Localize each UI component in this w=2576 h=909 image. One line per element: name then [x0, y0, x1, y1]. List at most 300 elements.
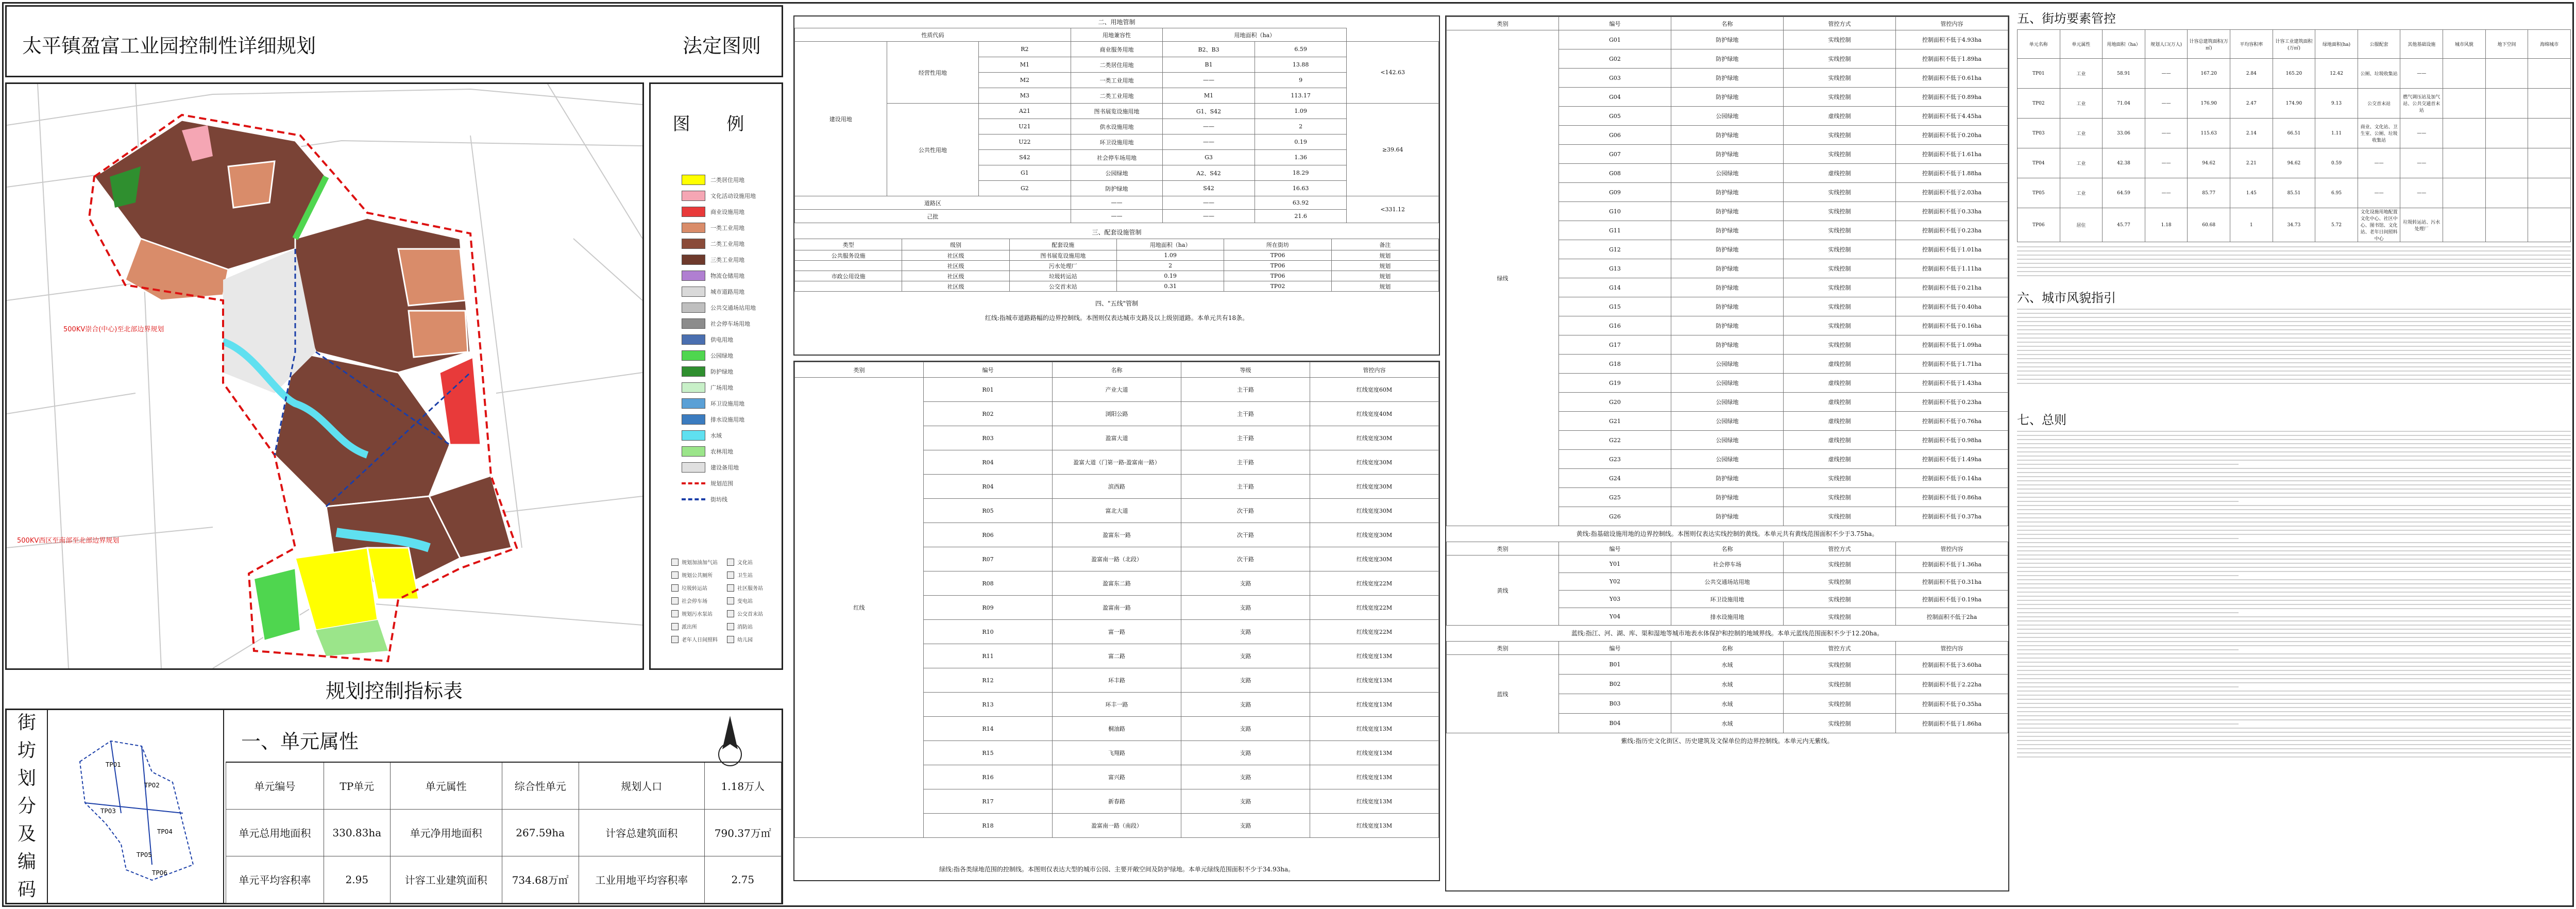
legend-symbol-item [727, 558, 779, 566]
table-cell: 防护绿地 [1671, 202, 1784, 221]
table-cell: 9.13 [2315, 89, 2358, 119]
table-cell: R10 [924, 620, 1053, 644]
legend-item [682, 427, 779, 443]
table-cell: 海绵城市 [2528, 30, 2571, 59]
table-cell: 防护绿地 [1671, 145, 1784, 164]
table-cell: —— [1163, 119, 1255, 134]
table-cell: A21 [979, 104, 1071, 119]
table-cell: 66.51 [2273, 119, 2315, 148]
table-cell: 1.45 [2230, 178, 2273, 208]
facilities-row [795, 261, 1439, 271]
legend-item [682, 411, 779, 427]
table-cell: 公交首末站 [2358, 89, 2400, 119]
legend-swatch [682, 430, 705, 441]
table-cell: A2、S42 [1163, 165, 1255, 181]
table-cell: 城市风貌 [2443, 30, 2486, 59]
table-cell [2485, 178, 2528, 208]
table-cell: 控制面积不低于1.09ha [1896, 335, 2008, 355]
legend-label: 二类工业用地 [710, 240, 744, 247]
legend-swatch [682, 498, 705, 500]
table-cell: G1 [979, 165, 1071, 181]
table-cell: 176.90 [2188, 89, 2230, 119]
table-cell: 0.31 [1116, 281, 1224, 292]
table-cell: 防护绿地 [1671, 469, 1784, 488]
table-cell: 0.59 [2315, 148, 2358, 178]
table-cell: R09 [924, 596, 1053, 620]
table-cell: 控制面积不低于3.60ha [1896, 655, 2008, 675]
side-label-char: 码 [17, 879, 36, 900]
table-cell: 单元属性 [390, 762, 502, 809]
table-cell [2528, 59, 2571, 89]
table-cell: 公交首末站 [1009, 281, 1116, 292]
table-cell: 红线宽度13M [1310, 741, 1439, 765]
table-cell: G06 [1559, 126, 1671, 145]
table-cell: 主干路 [1181, 450, 1310, 475]
legend-panel [649, 82, 783, 670]
table-cell: 公服配套 [2358, 30, 2400, 59]
table-cell: 所在街坊 [1224, 239, 1331, 250]
table-cell: 控制面积不低于0.19ha [1896, 591, 2008, 608]
table-cell: 13.88 [1255, 57, 1347, 73]
index-table-title: 规划控制指标表 [325, 680, 463, 702]
table-cell: —— [1071, 210, 1163, 223]
table-cell: TP02 [2018, 89, 2060, 119]
legend-symbol-label: 变电站 [737, 599, 753, 604]
table-cell: —— [1163, 73, 1255, 88]
table-cell: 单元净用地面积 [390, 809, 502, 856]
line-table-header [1447, 642, 2008, 655]
unit-attribute-table [226, 710, 782, 903]
line-table-row [1447, 655, 2008, 675]
table-cell: 红线宽度40M [1310, 402, 1439, 426]
legend-symbol-label: 规划加油加气站 [682, 560, 718, 566]
green-yellow-blue-panel [1445, 15, 2009, 891]
table-cell: 盈富南一路（北段） [1053, 547, 1181, 571]
table-cell: 6.59 [1255, 42, 1347, 57]
table-cell [2443, 148, 2486, 178]
red-line-row [795, 378, 1439, 402]
legend-label: 城市道路用地 [710, 288, 744, 295]
table-cell: 红线宽度22M [1310, 596, 1439, 620]
facility-symbol-icon [671, 610, 679, 617]
legend-label: 广场用地 [710, 384, 733, 391]
table-cell: 规划人口(万人) [2145, 30, 2188, 59]
table-cell: 1.18万人 [704, 762, 781, 809]
yellow-line-intro: 黄线:指基础设施用地的边界控制线。本图则仅表达实线控制的黄线。本单元共有黄线范围面积不少于3.75ha。 [1576, 530, 1878, 537]
table-cell: 规划 [1331, 261, 1438, 271]
table-cell: 控制面积不低于2ha [1896, 608, 2008, 626]
table-cell: —— [2400, 119, 2443, 148]
title-bar [5, 5, 783, 77]
red-line-header [795, 362, 1439, 378]
facility-symbol-icon [727, 597, 734, 604]
table-cell: 控制面积不低于0.86ha [1896, 488, 2008, 507]
table-cell: 支路 [1181, 620, 1310, 644]
land-use-map[interactable] [5, 82, 644, 670]
legend-item [682, 172, 779, 188]
table-cell: 63.92 [1255, 196, 1347, 210]
table-cell: 控制面积不低于1.36ha [1896, 556, 2008, 573]
text-column [2017, 5, 2571, 904]
table-cell: G16 [1559, 316, 1671, 335]
table-cell: —— [1163, 210, 1255, 223]
table-cell [2443, 178, 2486, 208]
table-cell: TP02 [1224, 281, 1331, 292]
table-cell: 115.63 [2188, 119, 2230, 148]
table-cell: 社区级 [902, 281, 1009, 292]
legend-swatch [682, 318, 705, 329]
table-cell: 红线宽度30M [1310, 523, 1439, 547]
land-use-title: 二、用地管制 [1098, 19, 1136, 26]
plan-stamp: 法定图则 [682, 35, 761, 57]
block-mini-map-svg [49, 710, 223, 902]
table-cell: 类别 [1447, 642, 1559, 655]
table-cell: S42 [979, 150, 1071, 165]
table-cell: 0.19 [1255, 134, 1347, 150]
table-cell: 红线宽度30M [1310, 450, 1439, 475]
table-cell: 0.19 [1116, 271, 1224, 281]
table-cell: 虚线控制 [1784, 393, 1896, 412]
table-cell: 实线控制 [1784, 49, 1896, 69]
table-cell: 实线控制 [1784, 608, 1896, 626]
general-heading: 七、总则 [2017, 413, 2066, 427]
table-cell [2443, 89, 2486, 119]
table-cell: 实线控制 [1784, 556, 1896, 573]
table-cell: 类别 [1447, 17, 1559, 30]
land-sub-label: 经营性用地 [887, 42, 979, 104]
legend-symbol-item [671, 571, 724, 579]
table-cell [2528, 119, 2571, 148]
table-cell: G17 [1559, 335, 1671, 355]
table-cell: 富二路 [1053, 644, 1181, 668]
blocks-heading: 五、街坊要素管控 [2017, 11, 2116, 26]
table-cell: 盈富东二路 [1053, 571, 1181, 596]
table-cell: 主干路 [1181, 475, 1310, 499]
table-cell: 浏阳公路 [1053, 402, 1181, 426]
table-cell: 330.83ha [324, 809, 390, 856]
block-row [2018, 178, 2571, 208]
table-cell: 飞翔路 [1053, 741, 1181, 765]
table-cell: 控制面积不低于0.23ha [1896, 221, 2008, 240]
table-cell: 支路 [1181, 693, 1310, 717]
table-cell: 防护绿地 [1671, 69, 1784, 88]
table-cell: —— [2400, 59, 2443, 89]
table-cell: 2.21 [2230, 148, 2273, 178]
table-cell: 供水设施用地 [1071, 119, 1163, 134]
table-cell: 控制面积不低于0.98ha [1896, 431, 2008, 450]
table-cell: 实线控制 [1784, 145, 1896, 164]
table-cell: 控制面积不低于0.76ha [1896, 412, 2008, 431]
legend-symbol-label: 规划污水泵站 [682, 612, 713, 617]
table-cell: 实线控制 [1784, 259, 1896, 278]
block-division-label [7, 710, 48, 903]
legend-label: 农林用地 [710, 448, 733, 455]
facilities-row [795, 271, 1439, 281]
table-cell: 防护绿地 [1671, 297, 1784, 316]
table-cell: G11 [1559, 221, 1671, 240]
table-cell: 6.95 [2315, 178, 2358, 208]
table-cell: 2.47 [2230, 89, 2273, 119]
legend-swatch [682, 175, 705, 185]
table-cell: 红线宽度22M [1310, 571, 1439, 596]
table-cell: 管控方式 [1784, 642, 1896, 655]
facility-symbol-icon [727, 636, 734, 643]
table-cell: R07 [924, 547, 1053, 571]
facility-symbol-icon [671, 584, 679, 592]
table-cell: R01 [924, 378, 1053, 402]
table-cell: 16.63 [1255, 181, 1347, 196]
table-cell: G24 [1559, 469, 1671, 488]
table-cell: 二类居住用地 [1071, 57, 1163, 73]
five-lines-title: 四、"五线"管制 [1095, 300, 1139, 307]
facility-symbol-icon [727, 559, 734, 566]
table-cell: 社会停车场用地 [1071, 150, 1163, 165]
table-cell: 用地兼容性 [1071, 28, 1163, 42]
table-cell: 编号 [1559, 642, 1671, 655]
table-cell: 计容总建筑面积(万㎡) [2188, 30, 2230, 59]
legend-label: 规划范围 [710, 480, 733, 487]
facility-symbol-icon [727, 571, 734, 579]
table-cell: 实线控制 [1784, 30, 1896, 49]
table-cell: Y04 [1559, 608, 1671, 626]
table-cell: 备注 [1331, 239, 1438, 250]
table-cell: 社会停车场 [1671, 556, 1784, 573]
table-cell: 实线控制 [1784, 240, 1896, 259]
legend-item [682, 283, 779, 299]
table-cell: G19 [1559, 374, 1671, 393]
table-cell: TP06 [1224, 261, 1331, 271]
table-cell: 实线控制 [1784, 469, 1896, 488]
table-cell: 控制面积不低于0.89ha [1896, 88, 2008, 107]
table-cell: 防护绿地 [1671, 335, 1784, 355]
facilities-row [795, 281, 1439, 292]
table-cell: R02 [924, 402, 1053, 426]
blue-line-intro: 蓝线:指江、河、湖、库、渠和湿地等城市地表水体保护和控制的地域界线。本单元蓝线范围面积不少于12.20ha。 [1571, 630, 1884, 637]
side-label-char: 分 [17, 796, 36, 817]
table-cell: 公园绿地 [1671, 393, 1784, 412]
table-cell: 规划人口 [579, 762, 704, 809]
table-cell: Y03 [1559, 591, 1671, 608]
table-cell: 其他基础设施 [2400, 30, 2443, 59]
line-category: 蓝线 [1447, 655, 1559, 733]
table-cell: 控制面积不低于0.31ha [1896, 573, 2008, 591]
facilities-title: 三、配套设施管制 [1092, 229, 1142, 236]
table-cell: 控制面积不低于1.43ha [1896, 374, 2008, 393]
table-cell: 规划 [1331, 271, 1438, 281]
table-cell: —— [2145, 119, 2188, 148]
table-cell: 1.09 [1116, 250, 1224, 261]
table-cell: 绿地面积(ha) [2315, 30, 2358, 59]
table-cell: 控制面积不低于0.20ha [1896, 126, 2008, 145]
table-cell: 2.95 [324, 856, 390, 903]
table-cell [2485, 89, 2528, 119]
table-cell: ≥39.64 [1347, 104, 1439, 196]
table-cell: 2 [1255, 119, 1347, 134]
legend-symbol-item [727, 622, 779, 630]
table-cell: 二类工业用地 [1071, 88, 1163, 104]
table-cell: 富兴路 [1053, 765, 1181, 789]
legend-item [682, 267, 779, 283]
table-cell: 实线控制 [1784, 335, 1896, 355]
table-cell: 工业 [2060, 59, 2103, 89]
table-cell: 2.84 [2230, 59, 2273, 89]
table-cell: 红线宽度30M [1310, 499, 1439, 523]
land-sub-label: 公共性用地 [887, 104, 979, 196]
legend-swatch [682, 271, 705, 281]
table-cell: 虚线控制 [1784, 107, 1896, 126]
table-cell: 社区级 [902, 271, 1009, 281]
table-cell: 环丰路 [1053, 668, 1181, 693]
table-cell: R06 [924, 523, 1053, 547]
table-cell: 实线控制 [1784, 88, 1896, 107]
table-cell: <142.63 [1347, 42, 1439, 104]
blue-line-table [1446, 641, 2008, 733]
table-cell: 控制面积不低于4.93ha [1896, 30, 2008, 49]
land-use-map-svg [7, 84, 642, 668]
table-cell: —— [2145, 148, 2188, 178]
table-cell: 控制面积不低于1.49ha [1896, 450, 2008, 469]
legend-swatch [682, 382, 705, 393]
legend-swatch [682, 366, 705, 377]
table-cell: 环卫设施用地 [1671, 591, 1784, 608]
line-table-row [1447, 30, 2008, 49]
table-cell: TP06 [1224, 250, 1331, 261]
table-cell: 工业 [2060, 119, 2103, 148]
legend-symbol-item [727, 635, 779, 643]
land-use-row [795, 210, 1439, 223]
legend-icon-list [671, 558, 779, 643]
legend-label: 环卫设施用地 [710, 400, 744, 407]
legend-label: 防护绿地 [710, 368, 733, 375]
facility-symbol-icon [671, 636, 679, 643]
table-cell: Y01 [1559, 556, 1671, 573]
table-cell: 94.62 [2188, 148, 2230, 178]
table-cell [2443, 119, 2486, 148]
table-cell: 滨西路 [1053, 475, 1181, 499]
table-cell: 支路 [1181, 644, 1310, 668]
table-cell: 产业大道 [1053, 378, 1181, 402]
legend-swatch [682, 350, 705, 361]
map-label-power-line-north: 500KV崇合(中心)至北部边界规划 [63, 326, 164, 333]
table-cell: 管控内容 [1896, 542, 2008, 556]
table-cell: 污水处理厂 [1009, 261, 1116, 271]
block-header [2018, 30, 2571, 59]
table-cell: 单元总用地面积 [226, 809, 324, 856]
table-cell: 工业 [2060, 178, 2103, 208]
table-cell: 58.91 [2103, 59, 2145, 89]
table-cell: B2、B3 [1163, 42, 1255, 57]
table-cell: 工业 [2060, 89, 2103, 119]
table-cell: M1 [979, 57, 1071, 73]
unit-attribute-grid [226, 762, 782, 903]
table-cell: 管控方式 [1784, 17, 1896, 30]
table-cell: 实线控制 [1784, 297, 1896, 316]
legend-item [682, 299, 779, 315]
table-cell: 公厕、垃圾收集站 [2358, 59, 2400, 89]
table-cell: 防护绿地 [1671, 183, 1784, 202]
legend-symbol-item [671, 610, 724, 617]
table-cell: 燃气调压站及加气站、公共交通首末站 [2400, 89, 2443, 119]
red-line-intro: 红线:指城市道路路幅的边界控制线。本图则仅表达城市支路及以上级别道路。本单元共有18条。 [985, 314, 1249, 322]
legend-symbol-label: 规划公共厕所 [682, 573, 713, 579]
table-cell: 红线宽度13M [1310, 789, 1439, 814]
table-cell: 控制面积不低于0.33ha [1896, 202, 2008, 221]
table-cell [2443, 208, 2486, 242]
legend-symbol-item [727, 597, 779, 604]
legend-label: 三类工业用地 [710, 256, 744, 263]
block-row [2018, 148, 2571, 178]
table-cell: 33.06 [2103, 119, 2145, 148]
table-cell: 实线控制 [1784, 675, 1896, 694]
table-cell: 盈富东一路 [1053, 523, 1181, 547]
table-cell: R18 [924, 814, 1053, 838]
table-cell: 垃圾转运站、污水处理厂 [2400, 208, 2443, 242]
map-label-power-line-south: 500KV西区至南部至北部边界规划 [17, 537, 120, 545]
guidance-text [2017, 309, 2571, 407]
table-cell: 级别 [902, 239, 1009, 250]
table-cell: TP06 [2018, 208, 2060, 242]
table-cell: 支路 [1181, 596, 1310, 620]
table-cell: 平均容积率 [2230, 30, 2273, 59]
table-cell: G02 [1559, 49, 1671, 69]
table-cell: 管控内容 [1310, 362, 1439, 378]
table-cell: 新春路 [1053, 789, 1181, 814]
legend-swatch [682, 239, 705, 249]
table-cell: 1.18 [2145, 208, 2188, 242]
table-cell: 实线控制 [1784, 655, 1896, 675]
table-cell: 社区级 [902, 261, 1009, 271]
table-cell: 综合性单元 [502, 762, 579, 809]
table-cell: 支路 [1181, 741, 1310, 765]
table-cell: R04 [924, 475, 1053, 499]
table-cell: 控制面积不低于1.11ha [1896, 259, 2008, 278]
block-row [2018, 59, 2571, 89]
table-cell: 盈富大道 [1053, 426, 1181, 450]
block-row [2018, 89, 2571, 119]
table-cell: 21.6 [1255, 210, 1347, 223]
red-line-category: 红线 [795, 378, 924, 838]
table-cell: G12 [1559, 240, 1671, 259]
legend-symbol-item [727, 584, 779, 592]
legend-swatch [682, 287, 705, 297]
legend-label: 街坊线 [710, 496, 727, 503]
table-cell: TP03 [2018, 119, 2060, 148]
table-cell: 次干路 [1181, 499, 1310, 523]
table-cell: 控制面积不低于0.61ha [1896, 69, 2008, 88]
table-cell: 公园绿地 [1671, 374, 1784, 393]
facilities-row [795, 250, 1439, 261]
table-cell: 34.73 [2273, 208, 2315, 242]
red-line-table [794, 362, 1439, 838]
table-cell: U22 [979, 134, 1071, 150]
table-cell: 社区级 [902, 250, 1009, 261]
table-cell [2528, 208, 2571, 242]
table-cell: 盈富南一路（南段） [1053, 814, 1181, 838]
table-cell: 管控内容 [1896, 17, 2008, 30]
red-line-panel [793, 361, 1440, 881]
table-cell: —— [2145, 178, 2188, 208]
table-cell: G14 [1559, 278, 1671, 297]
legend-item [682, 315, 779, 331]
table-cell: 公园绿地 [1671, 450, 1784, 469]
table-cell: 防护绿地 [1671, 88, 1784, 107]
block-row [2018, 119, 2571, 148]
table-cell: R17 [924, 789, 1053, 814]
table-cell [795, 281, 902, 292]
table-cell: 图书展览设施用地 [1009, 250, 1116, 261]
legend-label: 公共交通场站用地 [710, 304, 756, 311]
table-cell: 红线宽度30M [1310, 426, 1439, 450]
